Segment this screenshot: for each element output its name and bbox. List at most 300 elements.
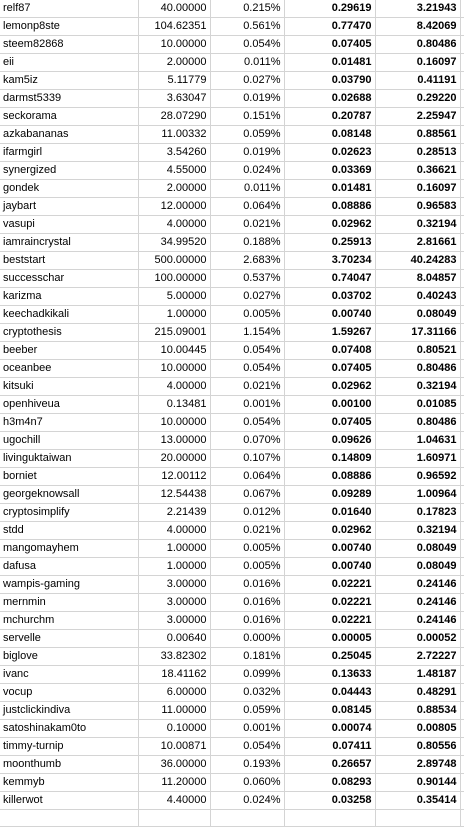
value-cell[interactable]: 0.01481 — [284, 54, 375, 72]
amount-cell[interactable]: 0.13481 — [138, 396, 210, 414]
total-cell[interactable]: 0.32194 — [375, 378, 460, 396]
amount-cell[interactable] — [138, 810, 210, 827]
total-cell[interactable]: 0.40243 — [375, 288, 460, 306]
account-name-cell[interactable]: justclickindiva — [0, 702, 138, 720]
account-name-cell[interactable]: wampis-gaming — [0, 576, 138, 594]
amount-cell[interactable]: 36.00000 — [138, 756, 210, 774]
table-row — [0, 702, 464, 720]
amount-cell[interactable]: 10.00871 — [138, 738, 210, 756]
account-name-cell[interactable]: gondek — [0, 180, 138, 198]
value-cell[interactable]: 0.02962 — [284, 378, 375, 396]
value-cell[interactable]: 0.08886 — [284, 468, 375, 486]
total-cell[interactable]: 0.96592 — [375, 468, 460, 486]
amount-cell[interactable]: 12.00000 — [138, 198, 210, 216]
account-name-cell[interactable]: synergized — [0, 162, 138, 180]
total-cell[interactable]: 0.48291 — [375, 684, 460, 702]
account-name-cell[interactable] — [0, 810, 138, 827]
total-cell[interactable]: 0.80556 — [375, 738, 460, 756]
account-name-cell[interactable]: borniet — [0, 468, 138, 486]
value-cell[interactable]: 0.01640 — [284, 504, 375, 522]
percent-cell[interactable]: 0.012% — [210, 504, 284, 522]
value-cell[interactable]: 0.08886 — [284, 198, 375, 216]
account-name-cell[interactable]: stdd — [0, 522, 138, 540]
account-name-cell[interactable]: mernmin — [0, 594, 138, 612]
percent-cell[interactable]: 0.099% — [210, 666, 284, 684]
account-name-cell[interactable]: jaybart — [0, 198, 138, 216]
value-cell[interactable]: 0.02962 — [284, 216, 375, 234]
total-cell[interactable]: 0.00052 — [375, 630, 460, 648]
amount-cell[interactable]: 3.54260 — [138, 144, 210, 162]
table-row — [0, 486, 464, 504]
account-name-cell[interactable]: karizma — [0, 288, 138, 306]
percent-cell[interactable]: 0.024% — [210, 162, 284, 180]
value-cell[interactable]: 0.26657 — [284, 756, 375, 774]
amount-cell[interactable]: 0.00640 — [138, 630, 210, 648]
empty-cell[interactable] — [460, 468, 464, 486]
percent-cell[interactable]: 0.070% — [210, 432, 284, 450]
account-name-cell[interactable]: ivanc — [0, 666, 138, 684]
empty-cell[interactable] — [460, 252, 464, 270]
table-row — [0, 450, 464, 468]
total-cell[interactable]: 2.89748 — [375, 756, 460, 774]
total-cell[interactable]: 0.88534 — [375, 702, 460, 720]
value-cell[interactable]: 0.07405 — [284, 36, 375, 54]
value-cell[interactable]: 0.03702 — [284, 288, 375, 306]
empty-cell[interactable] — [460, 792, 464, 810]
table-row — [0, 0, 464, 18]
amount-cell[interactable]: 3.63047 — [138, 90, 210, 108]
percent-cell[interactable]: 0.021% — [210, 378, 284, 396]
table-row — [0, 90, 464, 108]
total-cell[interactable]: 8.42069 — [375, 18, 460, 36]
empty-cell[interactable] — [460, 126, 464, 144]
empty-cell[interactable] — [460, 18, 464, 36]
account-name-cell[interactable]: iamraincrystal — [0, 234, 138, 252]
table-row — [0, 144, 464, 162]
amount-cell[interactable]: 4.00000 — [138, 522, 210, 540]
total-cell[interactable]: 0.80521 — [375, 342, 460, 360]
total-cell[interactable]: 0.17823 — [375, 504, 460, 522]
amount-cell[interactable]: 12.54438 — [138, 486, 210, 504]
total-cell[interactable]: 1.04631 — [375, 432, 460, 450]
percent-cell[interactable]: 0.054% — [210, 36, 284, 54]
amount-cell[interactable]: 4.40000 — [138, 792, 210, 810]
table-row — [0, 180, 464, 198]
amount-cell[interactable]: 4.00000 — [138, 216, 210, 234]
amount-cell[interactable]: 34.99520 — [138, 234, 210, 252]
amount-cell[interactable]: 10.00445 — [138, 342, 210, 360]
empty-cell[interactable] — [460, 486, 464, 504]
account-name-cell[interactable]: beststart — [0, 252, 138, 270]
percent-cell[interactable]: 0.000% — [210, 630, 284, 648]
empty-cell[interactable] — [460, 288, 464, 306]
value-cell[interactable]: 0.04443 — [284, 684, 375, 702]
value-cell[interactable]: 0.03369 — [284, 162, 375, 180]
percent-cell[interactable]: 0.019% — [210, 144, 284, 162]
amount-cell[interactable]: 20.00000 — [138, 450, 210, 468]
empty-cell[interactable] — [460, 72, 464, 90]
total-cell[interactable]: 0.90144 — [375, 774, 460, 792]
empty-cell[interactable] — [460, 108, 464, 126]
account-name-cell[interactable]: openhiveua — [0, 396, 138, 414]
amount-cell[interactable]: 18.41162 — [138, 666, 210, 684]
empty-cell[interactable] — [460, 432, 464, 450]
total-cell[interactable]: 0.80486 — [375, 414, 460, 432]
percent-cell[interactable]: 0.005% — [210, 558, 284, 576]
total-cell[interactable]: 0.80486 — [375, 36, 460, 54]
percent-cell[interactable]: 0.019% — [210, 90, 284, 108]
amount-cell[interactable]: 12.00112 — [138, 468, 210, 486]
amount-cell[interactable]: 1.00000 — [138, 306, 210, 324]
empty-cell[interactable] — [460, 162, 464, 180]
percent-cell[interactable]: 0.059% — [210, 126, 284, 144]
value-cell[interactable]: 0.20787 — [284, 108, 375, 126]
value-cell[interactable]: 0.07408 — [284, 342, 375, 360]
value-cell[interactable]: 0.00740 — [284, 306, 375, 324]
percent-cell[interactable]: 0.001% — [210, 396, 284, 414]
percent-cell[interactable]: 0.193% — [210, 756, 284, 774]
total-cell[interactable]: 0.28513 — [375, 144, 460, 162]
percent-cell[interactable]: 0.016% — [210, 576, 284, 594]
account-name-cell[interactable]: georgeknowsall — [0, 486, 138, 504]
amount-cell[interactable]: 3.00000 — [138, 612, 210, 630]
percent-cell[interactable]: 0.016% — [210, 594, 284, 612]
total-cell[interactable]: 0.41191 — [375, 72, 460, 90]
percent-cell[interactable]: 0.021% — [210, 216, 284, 234]
percent-cell[interactable]: 0.151% — [210, 108, 284, 126]
total-cell[interactable]: 0.80486 — [375, 360, 460, 378]
total-cell[interactable]: 0.08049 — [375, 558, 460, 576]
percent-cell[interactable]: 0.107% — [210, 450, 284, 468]
value-cell[interactable]: 0.00100 — [284, 396, 375, 414]
amount-cell[interactable]: 4.55000 — [138, 162, 210, 180]
value-cell[interactable]: 0.25913 — [284, 234, 375, 252]
percent-cell[interactable] — [210, 810, 284, 827]
account-name-cell[interactable]: servelle — [0, 630, 138, 648]
percent-cell[interactable]: 0.215% — [210, 0, 284, 18]
value-cell[interactable]: 0.02623 — [284, 144, 375, 162]
percent-cell[interactable]: 0.024% — [210, 792, 284, 810]
percent-cell[interactable]: 0.001% — [210, 720, 284, 738]
table-row — [0, 324, 464, 342]
percent-cell[interactable]: 0.054% — [210, 414, 284, 432]
account-name-cell[interactable]: lemonp8ste — [0, 18, 138, 36]
empty-cell[interactable] — [460, 810, 464, 827]
amount-cell[interactable]: 13.00000 — [138, 432, 210, 450]
percent-cell[interactable]: 0.016% — [210, 612, 284, 630]
total-cell[interactable]: 3.21943 — [375, 0, 460, 18]
total-cell[interactable] — [375, 810, 460, 827]
table-row — [0, 108, 464, 126]
account-name-cell[interactable]: relf87 — [0, 0, 138, 18]
empty-cell[interactable] — [460, 90, 464, 108]
account-name-cell[interactable]: mchurchm — [0, 612, 138, 630]
percent-cell[interactable]: 0.537% — [210, 270, 284, 288]
value-cell[interactable]: 0.00740 — [284, 540, 375, 558]
amount-cell[interactable]: 3.00000 — [138, 576, 210, 594]
value-cell[interactable]: 0.08148 — [284, 126, 375, 144]
amount-cell[interactable]: 10.00000 — [138, 414, 210, 432]
value-cell[interactable]: 0.25045 — [284, 648, 375, 666]
table-row — [0, 288, 464, 306]
value-cell[interactable]: 0.03790 — [284, 72, 375, 90]
value-cell[interactable] — [284, 810, 375, 827]
empty-cell[interactable] — [460, 576, 464, 594]
account-name-cell[interactable]: cryptosimplify — [0, 504, 138, 522]
account-name-cell[interactable]: kam5iz — [0, 72, 138, 90]
account-name-cell[interactable]: azkabananas — [0, 126, 138, 144]
value-cell[interactable]: 0.07405 — [284, 360, 375, 378]
amount-cell[interactable]: 6.00000 — [138, 684, 210, 702]
value-cell[interactable]: 0.07411 — [284, 738, 375, 756]
table-row — [0, 432, 464, 450]
total-cell[interactable]: 0.24146 — [375, 576, 460, 594]
total-cell[interactable]: 0.24146 — [375, 612, 460, 630]
total-cell[interactable]: 0.16097 — [375, 180, 460, 198]
total-cell[interactable]: 0.88561 — [375, 126, 460, 144]
table-row — [0, 468, 464, 486]
account-name-cell[interactable]: vasupi — [0, 216, 138, 234]
empty-cell[interactable] — [460, 630, 464, 648]
value-cell[interactable]: 0.00074 — [284, 720, 375, 738]
amount-cell[interactable]: 2.00000 — [138, 54, 210, 72]
account-name-cell[interactable]: seckorama — [0, 108, 138, 126]
percent-cell[interactable]: 0.005% — [210, 306, 284, 324]
account-name-cell[interactable]: cryptothesis — [0, 324, 138, 342]
account-name-cell[interactable]: vocup — [0, 684, 138, 702]
empty-cell[interactable] — [460, 324, 464, 342]
percent-cell[interactable]: 0.188% — [210, 234, 284, 252]
empty-cell[interactable] — [460, 360, 464, 378]
amount-cell[interactable]: 33.82302 — [138, 648, 210, 666]
percent-cell[interactable]: 0.064% — [210, 198, 284, 216]
total-cell[interactable]: 1.00964 — [375, 486, 460, 504]
empty-cell[interactable] — [460, 774, 464, 792]
empty-cell[interactable] — [460, 666, 464, 684]
account-name-cell[interactable]: satoshinakam0to — [0, 720, 138, 738]
percent-cell[interactable]: 0.064% — [210, 468, 284, 486]
value-cell[interactable]: 0.77470 — [284, 18, 375, 36]
empty-cell[interactable] — [460, 216, 464, 234]
empty-cell[interactable] — [460, 144, 464, 162]
value-cell[interactable]: 0.74047 — [284, 270, 375, 288]
empty-cell[interactable] — [460, 306, 464, 324]
value-cell[interactable]: 0.07405 — [284, 414, 375, 432]
account-name-cell[interactable]: beeber — [0, 342, 138, 360]
amount-cell[interactable]: 10.00000 — [138, 36, 210, 54]
amount-cell[interactable]: 4.00000 — [138, 378, 210, 396]
account-name-cell[interactable]: eii — [0, 54, 138, 72]
table-row — [0, 792, 464, 810]
value-cell[interactable]: 0.09626 — [284, 432, 375, 450]
percent-cell[interactable]: 0.060% — [210, 774, 284, 792]
total-cell[interactable]: 0.01085 — [375, 396, 460, 414]
value-cell[interactable]: 0.02688 — [284, 90, 375, 108]
value-cell[interactable]: 0.13633 — [284, 666, 375, 684]
empty-cell[interactable] — [460, 198, 464, 216]
table-row — [0, 36, 464, 54]
account-name-cell[interactable]: mangomayhem — [0, 540, 138, 558]
amount-cell[interactable]: 1.00000 — [138, 558, 210, 576]
value-cell[interactable]: 0.02962 — [284, 522, 375, 540]
amount-cell[interactable]: 28.07290 — [138, 108, 210, 126]
amount-cell[interactable]: 40.00000 — [138, 0, 210, 18]
percent-cell[interactable]: 0.027% — [210, 72, 284, 90]
percent-cell[interactable]: 0.027% — [210, 288, 284, 306]
amount-cell[interactable]: 11.00000 — [138, 702, 210, 720]
table-row — [0, 504, 464, 522]
amount-cell[interactable]: 2.00000 — [138, 180, 210, 198]
amount-cell[interactable]: 500.00000 — [138, 252, 210, 270]
amount-cell[interactable]: 1.00000 — [138, 540, 210, 558]
empty-cell[interactable] — [460, 738, 464, 756]
value-cell[interactable]: 1.59267 — [284, 324, 375, 342]
total-cell[interactable]: 8.04857 — [375, 270, 460, 288]
empty-cell[interactable] — [460, 558, 464, 576]
amount-cell[interactable]: 215.09001 — [138, 324, 210, 342]
amount-cell[interactable]: 0.10000 — [138, 720, 210, 738]
empty-cell[interactable] — [460, 720, 464, 738]
empty-cell[interactable] — [460, 450, 464, 468]
percent-cell[interactable]: 0.054% — [210, 360, 284, 378]
account-name-cell[interactable]: kitsuki — [0, 378, 138, 396]
account-name-cell[interactable]: oceanbee — [0, 360, 138, 378]
value-cell[interactable]: 0.02221 — [284, 594, 375, 612]
value-cell[interactable]: 0.02221 — [284, 612, 375, 630]
total-cell[interactable]: 0.35414 — [375, 792, 460, 810]
value-cell[interactable]: 0.03258 — [284, 792, 375, 810]
table-row — [0, 522, 464, 540]
value-cell[interactable]: 0.00740 — [284, 558, 375, 576]
percent-cell[interactable]: 0.011% — [210, 180, 284, 198]
percent-cell[interactable]: 0.054% — [210, 342, 284, 360]
total-cell[interactable]: 2.72227 — [375, 648, 460, 666]
percent-cell[interactable]: 0.067% — [210, 486, 284, 504]
amount-cell[interactable]: 10.00000 — [138, 360, 210, 378]
total-cell[interactable]: 17.31166 — [375, 324, 460, 342]
account-name-cell[interactable]: killerwot — [0, 792, 138, 810]
empty-cell[interactable] — [460, 684, 464, 702]
percent-cell[interactable]: 0.181% — [210, 648, 284, 666]
value-cell[interactable]: 0.09289 — [284, 486, 375, 504]
value-cell[interactable]: 0.29619 — [284, 0, 375, 18]
empty-cell[interactable] — [460, 378, 464, 396]
total-cell[interactable]: 0.24146 — [375, 594, 460, 612]
empty-cell[interactable] — [460, 180, 464, 198]
empty-cell[interactable] — [460, 414, 464, 432]
amount-cell[interactable]: 5.00000 — [138, 288, 210, 306]
empty-cell[interactable] — [460, 612, 464, 630]
empty-cell[interactable] — [460, 648, 464, 666]
total-cell[interactable]: 2.25947 — [375, 108, 460, 126]
value-cell[interactable]: 3.70234 — [284, 252, 375, 270]
total-cell[interactable]: 0.00805 — [375, 720, 460, 738]
empty-cell[interactable] — [460, 540, 464, 558]
total-cell[interactable]: 0.32194 — [375, 216, 460, 234]
amount-cell[interactable]: 11.20000 — [138, 774, 210, 792]
empty-cell[interactable] — [460, 270, 464, 288]
value-cell[interactable]: 0.08293 — [284, 774, 375, 792]
percent-cell[interactable]: 0.011% — [210, 54, 284, 72]
percent-cell[interactable]: 0.054% — [210, 738, 284, 756]
empty-cell[interactable] — [460, 522, 464, 540]
amount-cell[interactable]: 100.00000 — [138, 270, 210, 288]
percent-cell[interactable]: 0.021% — [210, 522, 284, 540]
total-cell[interactable]: 0.29220 — [375, 90, 460, 108]
amount-cell[interactable]: 104.62351 — [138, 18, 210, 36]
account-name-cell[interactable]: timmy-turnip — [0, 738, 138, 756]
table-row — [0, 666, 464, 684]
percent-cell[interactable]: 0.005% — [210, 540, 284, 558]
amount-cell[interactable]: 3.00000 — [138, 594, 210, 612]
empty-cell[interactable] — [460, 342, 464, 360]
account-name-cell[interactable]: steem82868 — [0, 36, 138, 54]
table-row — [0, 18, 464, 36]
total-cell[interactable]: 0.08049 — [375, 306, 460, 324]
amount-cell[interactable]: 2.21439 — [138, 504, 210, 522]
total-cell[interactable]: 0.32194 — [375, 522, 460, 540]
value-cell[interactable]: 0.02221 — [284, 576, 375, 594]
percent-cell[interactable]: 2.683% — [210, 252, 284, 270]
table-row — [0, 594, 464, 612]
empty-cell[interactable] — [460, 504, 464, 522]
value-cell[interactable]: 0.08145 — [284, 702, 375, 720]
value-cell[interactable]: 0.14809 — [284, 450, 375, 468]
table-row — [0, 630, 464, 648]
table-row — [0, 162, 464, 180]
empty-cell[interactable] — [460, 234, 464, 252]
total-cell[interactable]: 0.96583 — [375, 198, 460, 216]
empty-cell[interactable] — [460, 0, 464, 18]
value-cell[interactable]: 0.01481 — [284, 180, 375, 198]
empty-cell[interactable] — [460, 594, 464, 612]
total-cell[interactable]: 0.08049 — [375, 540, 460, 558]
value-cell[interactable]: 0.00005 — [284, 630, 375, 648]
empty-cell[interactable] — [460, 702, 464, 720]
account-name-cell[interactable]: successchar — [0, 270, 138, 288]
percent-cell[interactable]: 0.032% — [210, 684, 284, 702]
account-name-cell[interactable]: ugochill — [0, 432, 138, 450]
amount-cell[interactable]: 11.00332 — [138, 126, 210, 144]
account-name-cell[interactable]: dafusa — [0, 558, 138, 576]
amount-cell[interactable]: 5.11779 — [138, 72, 210, 90]
account-name-cell[interactable]: h3m4n7 — [0, 414, 138, 432]
percent-cell[interactable]: 1.154% — [210, 324, 284, 342]
total-cell[interactable]: 0.36621 — [375, 162, 460, 180]
account-name-cell[interactable]: moonthumb — [0, 756, 138, 774]
total-cell[interactable]: 1.60971 — [375, 450, 460, 468]
total-cell[interactable]: 0.16097 — [375, 54, 460, 72]
table-row — [0, 360, 464, 378]
table-row — [0, 648, 464, 666]
account-name-cell[interactable]: ifarmgirl — [0, 144, 138, 162]
total-cell[interactable]: 2.81661 — [375, 234, 460, 252]
percent-cell[interactable]: 0.059% — [210, 702, 284, 720]
empty-cell[interactable] — [460, 396, 464, 414]
empty-cell[interactable] — [460, 54, 464, 72]
account-name-cell[interactable]: livinguktaiwan — [0, 450, 138, 468]
total-cell[interactable]: 40.24283 — [375, 252, 460, 270]
total-cell[interactable]: 1.48187 — [375, 666, 460, 684]
empty-cell[interactable] — [460, 36, 464, 54]
account-name-cell[interactable]: kemmyb — [0, 774, 138, 792]
empty-cell[interactable] — [460, 756, 464, 774]
account-name-cell[interactable]: darmst5339 — [0, 90, 138, 108]
account-name-cell[interactable]: biglove — [0, 648, 138, 666]
account-name-cell[interactable]: keechadkikali — [0, 306, 138, 324]
percent-cell[interactable]: 0.561% — [210, 18, 284, 36]
table-row — [0, 234, 464, 252]
